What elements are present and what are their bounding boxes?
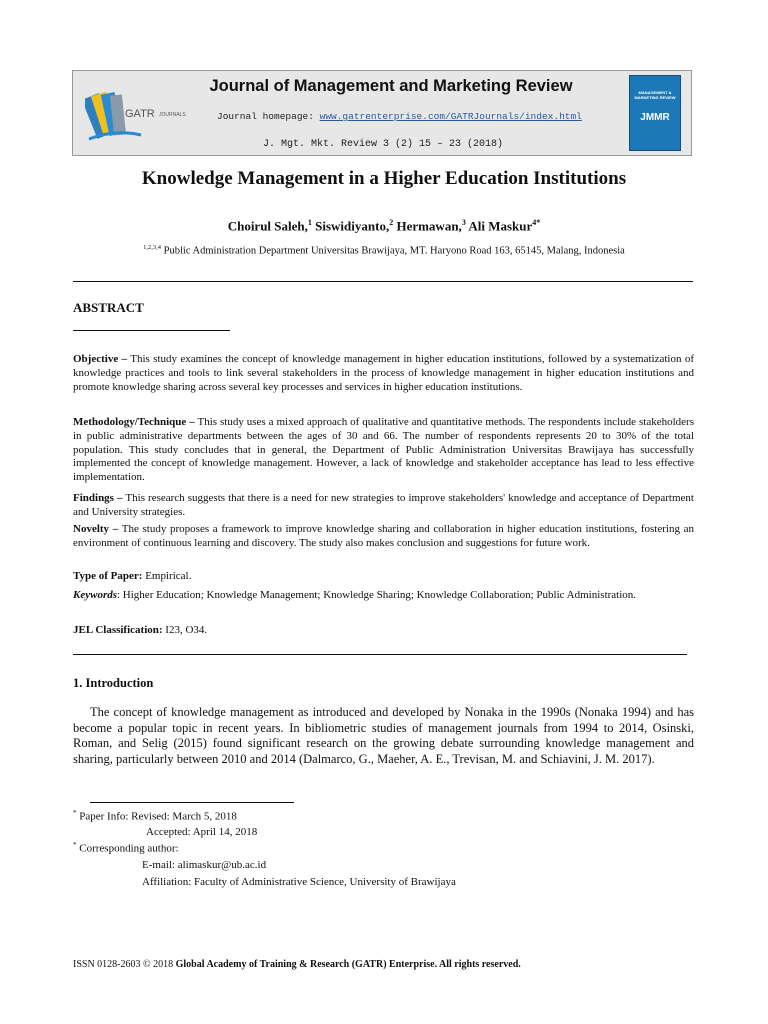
journal-citation: J. Mgt. Mkt. Review 3 (2) 15 – 23 (2018)	[263, 139, 504, 150]
abstract-keywords	[73, 589, 694, 603]
author-sup: 2	[389, 218, 394, 227]
author-sup: 4*	[532, 218, 541, 227]
jel-label: JEL Classification:	[73, 624, 163, 636]
abstract-type	[73, 570, 694, 584]
findings-label: Findings –	[73, 492, 123, 504]
objective-label: Objective –	[73, 353, 128, 365]
publisher-text: Global Academy of Training & Research (GATR) Enterprise. All rights reserved.	[175, 959, 521, 970]
methodology-label: Methodology/Technique –	[73, 416, 195, 428]
homepage-label: Journal homepage:	[217, 111, 314, 122]
introduction-paragraph: The concept of knowledge management as introduced and developed by Nonaka in the 1990s (Nonaka 1994) and has become a popular topic in recent years. In bibliometric studies of management journals from 1994 to 2014, Osinski, Roman, and Selig (2015) found significant research on the growing debate surrounding knowledge management and sharing, particularly between 2010 and 2014 (Dalmarco, G., Maeher, A. E., Trevisan, M. and Schiavini, J. M. 2017).	[73, 705, 694, 766]
abstract-methodology	[73, 416, 694, 485]
page-footer	[73, 959, 521, 970]
footnote-marker: *	[73, 809, 77, 817]
author-affiliation	[0, 244, 768, 257]
abstract-jel	[73, 624, 694, 638]
author-name: Choirul Saleh,	[227, 218, 308, 234]
keywords-text: : Higher Education; Knowledge Management; Knowledge Sharing; Knowledge Collaboration; Public Administration.	[117, 589, 637, 601]
section-heading-introduction: 1. Introduction	[73, 676, 154, 690]
keywords-label: Keywords	[73, 589, 117, 601]
objective-text: This study examines the concept of knowledge management in higher education institutions, followed by a systematization of knowledge practices and tools to link several stakeholders in the process of knowledge management in higher education institutions and promote knowledge sharing across several key processes and services in higher education institutions.	[73, 353, 694, 393]
footnote-divider	[90, 802, 294, 803]
type-text: Empirical.	[145, 570, 192, 582]
journal-cover	[629, 75, 681, 151]
issn-text: ISSN 0128-2603 © 2018	[73, 959, 174, 970]
footnote-corresponding	[73, 841, 179, 855]
abstract-heading: ABSTRACT	[73, 300, 144, 315]
author-name: Hermawan,	[396, 218, 462, 234]
author-name: Ali Maskur	[468, 218, 533, 234]
journal-title: Journal of Management and Marketing Review	[209, 77, 573, 95]
journal-homepage	[217, 111, 582, 122]
abstract-objective	[73, 353, 694, 394]
author-list	[0, 218, 768, 234]
findings-text: This research suggests that there is a need for new strategies to improve stakeholders' knowledge and acceptance of Department and University strategies.	[73, 492, 694, 518]
affiliation-text: Public Administration Department Universitas Brawijaya, MT. Haryono Road 163, 65145, Malang, Indonesia	[163, 245, 625, 257]
methodology-text: This study uses a mixed approach of qualitative and quantitative methods. The respondents include stakeholders in public administrative departments between the ages of 30 and 66. The number of respondents represents 20 to 30% of the total population. This study concludes that in general, the Department of Public Administration Universitas Brawijaya has successfully implemented the concept of knowledge management. However, a lack of knowledge and stakeholder acceptance has lead to less effective implementation.	[73, 416, 694, 484]
cover-title: MANAGEMENT & MARKETING REVIEW	[634, 90, 676, 100]
corresponding-label: Corresponding author:	[79, 842, 179, 855]
novelty-text: The study proposes a framework to improve knowledge sharing and collaboration in higher education institutions, fostering an environment of continuous learning and discovery. The study also makes conclusion and suggestions for future work.	[73, 523, 695, 549]
footnote-affiliation: Affiliation: Faculty of Administrative Science, University of Brawijaya	[142, 876, 456, 888]
paper-info-text: Paper Info: Revised: March 5, 2018	[79, 810, 237, 823]
paper-title: Knowledge Management in a Higher Education Institutions	[141, 168, 627, 189]
logo-subtext: JOURNALS	[159, 112, 186, 118]
footnote-accepted: Accepted: April 14, 2018	[146, 826, 258, 838]
abstract-divider	[73, 654, 687, 655]
abstract-novelty	[73, 523, 694, 551]
cover-abbreviation: JMMR	[640, 112, 670, 123]
journal-banner	[72, 70, 692, 156]
homepage-link[interactable]: www.gatrenterprise.com/GATRJournals/index.html	[319, 111, 582, 122]
novelty-label: Novelty –	[73, 523, 119, 535]
footnote-marker: *	[73, 841, 77, 849]
footnote-paper-info	[73, 809, 237, 823]
author-name: Siswidiyanto,	[315, 218, 390, 234]
affiliation-sup: 1,2,3,4	[143, 244, 162, 251]
author-sup: 1	[307, 218, 312, 227]
abstract-findings	[73, 492, 694, 520]
jel-text: I23, O34.	[165, 624, 208, 636]
header-divider	[73, 281, 693, 282]
abstract-underline	[73, 330, 230, 331]
type-label: Type of Paper:	[73, 570, 143, 582]
footnote-email: E-mail: alimaskur@ub.ac.id	[142, 859, 267, 871]
logo-text: GATR	[125, 108, 155, 120]
gatr-logo	[85, 85, 195, 147]
author-sup: 3	[461, 218, 466, 227]
